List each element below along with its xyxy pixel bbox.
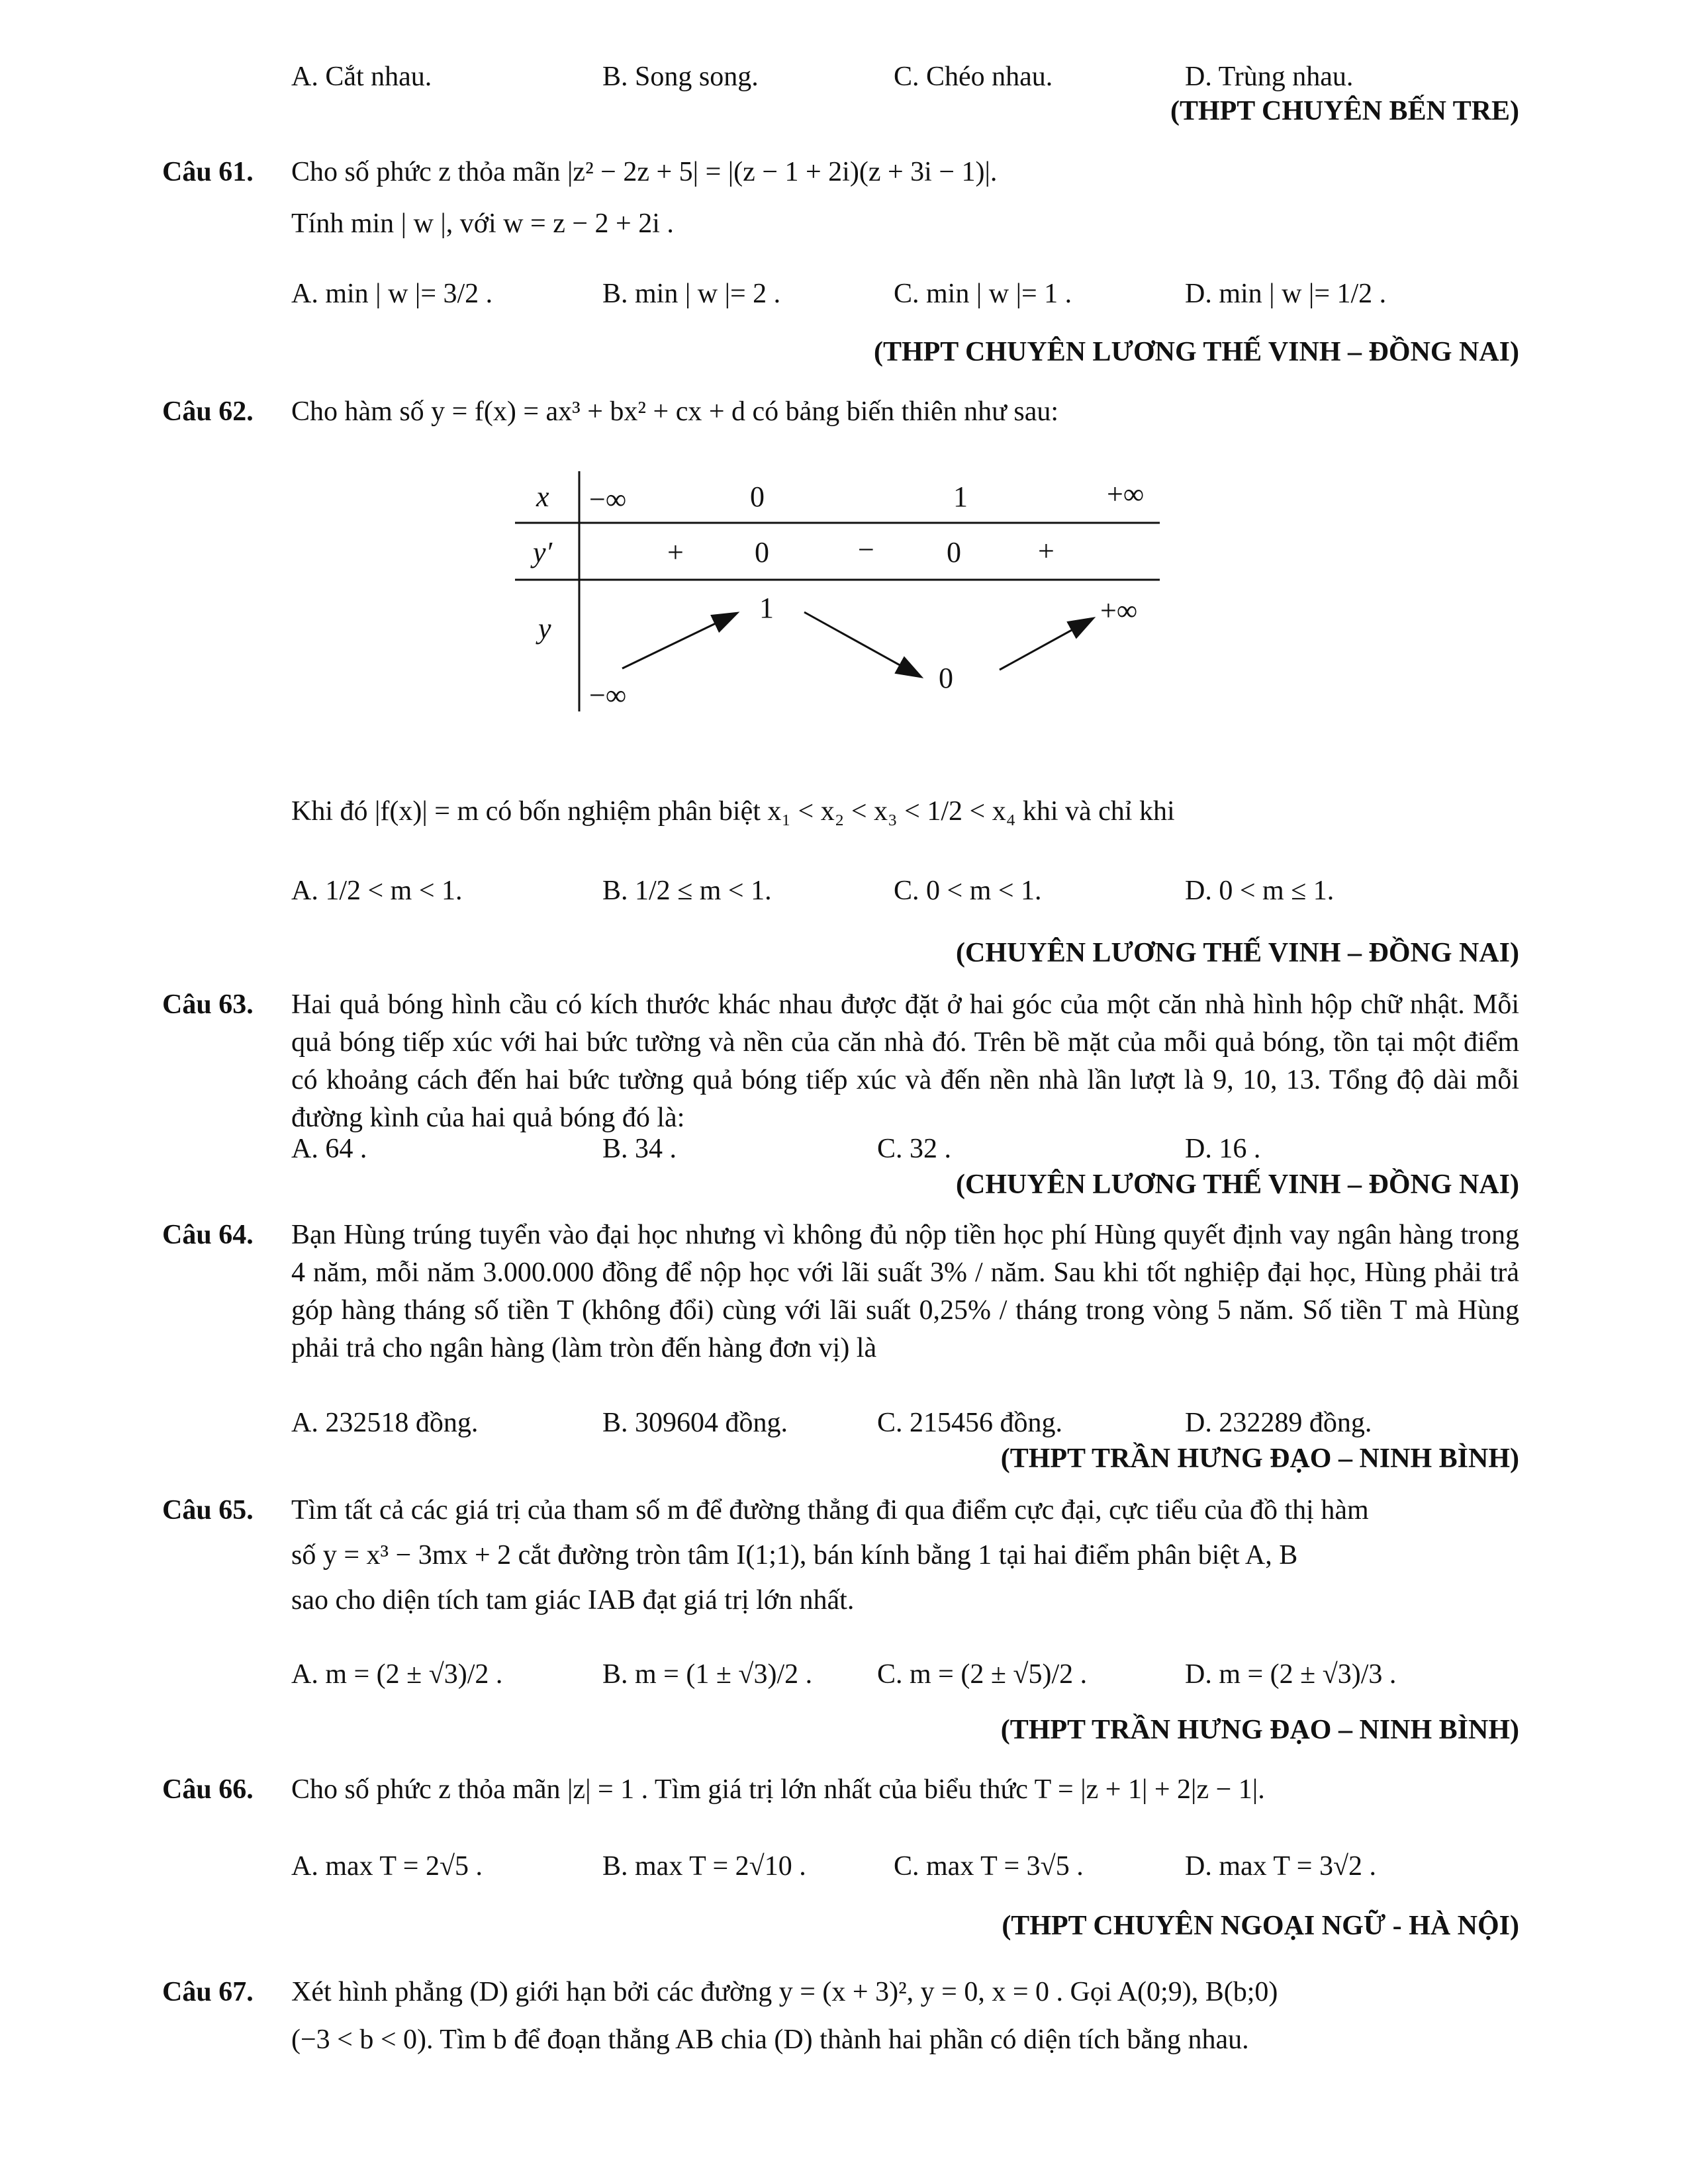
q66-label: Câu 66. [162, 1774, 254, 1805]
q60-answer-a: A. Cắt nhau. [291, 62, 432, 92]
q65-answer-d: D. m = (2 ± √3)/3 . [1185, 1659, 1397, 1690]
q61-answer-c: C. min | w |= 1 . [894, 279, 1072, 309]
table-yprime-sign-3: + [1038, 535, 1055, 567]
q66-answer-a: A. max T = 2√5 . [291, 1851, 483, 1882]
q61-answer-a: A. min | w |= 3/2 . [291, 279, 493, 309]
q66-source: (THPT CHUYÊN NGOẠI NGỮ - HÀ NỘI) [1002, 1911, 1519, 1941]
table-yprime-zero-1: 0 [755, 536, 769, 569]
q61-label: Câu 61. [162, 157, 254, 187]
q63-text: Hai quả bóng hình cầu có kích thước khác nhau được đặt ở hai góc của một căn nhà hình hộp chữ nhật. Mỗi quả bóng tiếp xúc với hai bức tường và nền của căn nhà đó. Trên bề mặt của mỗi quả bóng, tồn tại một điểm có khoảng cách đến hai bức tường quả bóng tiếp xúc và đến nền nhà lần lượt là 9, 10, 13. Tổng độ dài mỗi đường kình của hai quả bóng đó là: [291, 989, 1519, 1133]
table-x-pos-inf: +∞ [1107, 478, 1145, 510]
q63-answer-c: C. 32 . [877, 1134, 952, 1164]
table-y-label: y [538, 612, 551, 645]
q62-line1: Cho hàm số y = f(x) = ax³ + bx² + cx + d có bảng biến thiên như sau: [291, 396, 1059, 427]
q66-line1: Cho số phức z thỏa mãn |z| = 1 . Tìm giá trị lớn nhất của biểu thức T = |z + 1| + 2|z − 1|. [291, 1774, 1265, 1805]
table-x-one: 1 [953, 480, 968, 513]
q65-label: Câu 65. [162, 1495, 254, 1525]
q62-answer-b: B. 1/2 ≤ m < 1. [602, 876, 772, 906]
q60-answer-b: B. Song song. [602, 62, 759, 92]
q66-answer-d: D. max T = 3√2 . [1185, 1851, 1377, 1882]
q61-answer-d: D. min | w |= 1/2 . [1185, 279, 1387, 309]
q65-answer-b: B. m = (1 ± √3)/2 . [602, 1659, 813, 1690]
q64-label: Câu 64. [162, 1220, 254, 1250]
q60-source: (THPT CHUYÊN BẾN TRE) [1170, 96, 1519, 126]
q64-answer-c: C. 215456 đồng. [877, 1408, 1063, 1438]
q65-answer-c: C. m = (2 ± √5)/2 . [877, 1659, 1088, 1690]
q63-answer-b: B. 34 . [602, 1134, 677, 1164]
q63-source: (CHUYÊN LƯƠNG THẾ VINH – ĐỒNG NAI) [956, 1169, 1519, 1200]
q62-line2: Khi đó |f(x)| = m có bốn nghiệm phân biệt x₁ < x₂ < x₃ < 1/2 < x₄ khi và chỉ khi [291, 796, 1175, 827]
q60-answer-d: D. Trùng nhau. [1185, 62, 1354, 92]
q64-source: (THPT TRẦN HƯNG ĐẠO – NINH BÌNH) [1000, 1443, 1519, 1474]
q64-answer-b: B. 309604 đồng. [602, 1408, 788, 1438]
table-yprime-sign-2: − [858, 533, 874, 566]
increasing-arrow-2 [1000, 619, 1092, 670]
decreasing-arrow [804, 612, 920, 676]
q65-source: (THPT TRẦN HƯNG ĐẠO – NINH BÌNH) [1000, 1715, 1519, 1745]
q64-answer-a: A. 232518 đồng. [291, 1408, 479, 1438]
q61-line1: Cho số phức z thỏa mãn |z² − 2z + 5| = |(z − 1 + 2i)(z + 3i − 1)|. [291, 157, 998, 187]
q62-source: (CHUYÊN LƯƠNG THẾ VINH – ĐỒNG NAI) [956, 938, 1519, 968]
q63-label: Câu 63. [162, 989, 254, 1020]
q62-answer-c: C. 0 < m < 1. [894, 876, 1042, 906]
q62-label: Câu 62. [162, 396, 254, 427]
table-y-neg-inf: −∞ [589, 679, 627, 711]
q67-label: Câu 67. [162, 1977, 254, 2007]
table-x-label: x [536, 480, 549, 513]
table-yprime-label: y′ [533, 536, 553, 569]
q62-answer-a: A. 1/2 < m < 1. [291, 876, 463, 906]
q65-line3: sao cho diện tích tam giác IAB đạt giá trị lớn nhất. [291, 1585, 855, 1615]
table-x-neg-inf: −∞ [589, 483, 627, 516]
table-x-zero: 0 [750, 480, 765, 513]
table-yprime-sign-1: + [667, 536, 684, 569]
q65-line2: số y = x³ − 3mx + 2 cắt đường tròn tâm I(1;1), bán kính bằng 1 tại hai điểm phân biệt A, B [291, 1540, 1298, 1570]
q64-answer-d: D. 232289 đồng. [1185, 1408, 1372, 1438]
q61-line2: Tính min | w |, với w = z − 2 + 2i . [291, 208, 674, 239]
q65-answer-a: A. m = (2 ± √3)/2 . [291, 1659, 503, 1690]
q63-answer-d: D. 16 . [1185, 1134, 1261, 1164]
q64-text: Bạn Hùng trúng tuyển vào đại học nhưng vì không đủ nộp tiền học phí Hùng quyết định vay ngân hàng trong 4 năm, mỗi năm 3.000.000 đồng để nộp học với lãi suất 3% / năm. Sau khi tốt nghiệp đại học, Hùng phải trả góp hàng tháng số tiền T (không đổi) cùng với lãi suất 0,25% / tháng trong vòng 5 năm. Số tiền T mà Hùng phải trả cho ngân hàng (làm tròn đến hàng đơn vị) là [291, 1220, 1519, 1363]
q67-line2: (−3 < b < 0). Tìm b để đoạn thẳng AB chia (D) thành hai phần có diện tích bằng nhau. [291, 2025, 1249, 2055]
increasing-arrow-1 [622, 614, 736, 668]
q66-answer-b: B. max T = 2√10 . [602, 1851, 806, 1882]
q65-line1: Tìm tất cả các giá trị của tham số m để đường thẳng đi qua điểm cực đại, cực tiểu của đồ thị hàm [291, 1495, 1369, 1525]
q61-answer-b: B. min | w |= 2 . [602, 279, 781, 309]
q62-answer-d: D. 0 < m ≤ 1. [1185, 876, 1335, 906]
table-y-min: 0 [939, 662, 953, 694]
q66-answer-c: C. max T = 3√5 . [894, 1851, 1084, 1882]
table-y-pos-inf: +∞ [1100, 594, 1138, 627]
table-yprime-zero-2: 0 [947, 536, 961, 569]
q63-answer-a: A. 64 . [291, 1134, 367, 1164]
q67-line1: Xét hình phẳng (D) giới hạn bởi các đường y = (x + 3)², y = 0, x = 0 . Gọi A(0;9), B(b;0) [291, 1977, 1278, 2007]
table-y-max: 1 [759, 592, 774, 624]
q61-source: (THPT CHUYÊN LƯƠNG THẾ VINH – ĐỒNG NAI) [873, 337, 1519, 367]
q60-answer-c: C. Chéo nhau. [894, 62, 1053, 92]
